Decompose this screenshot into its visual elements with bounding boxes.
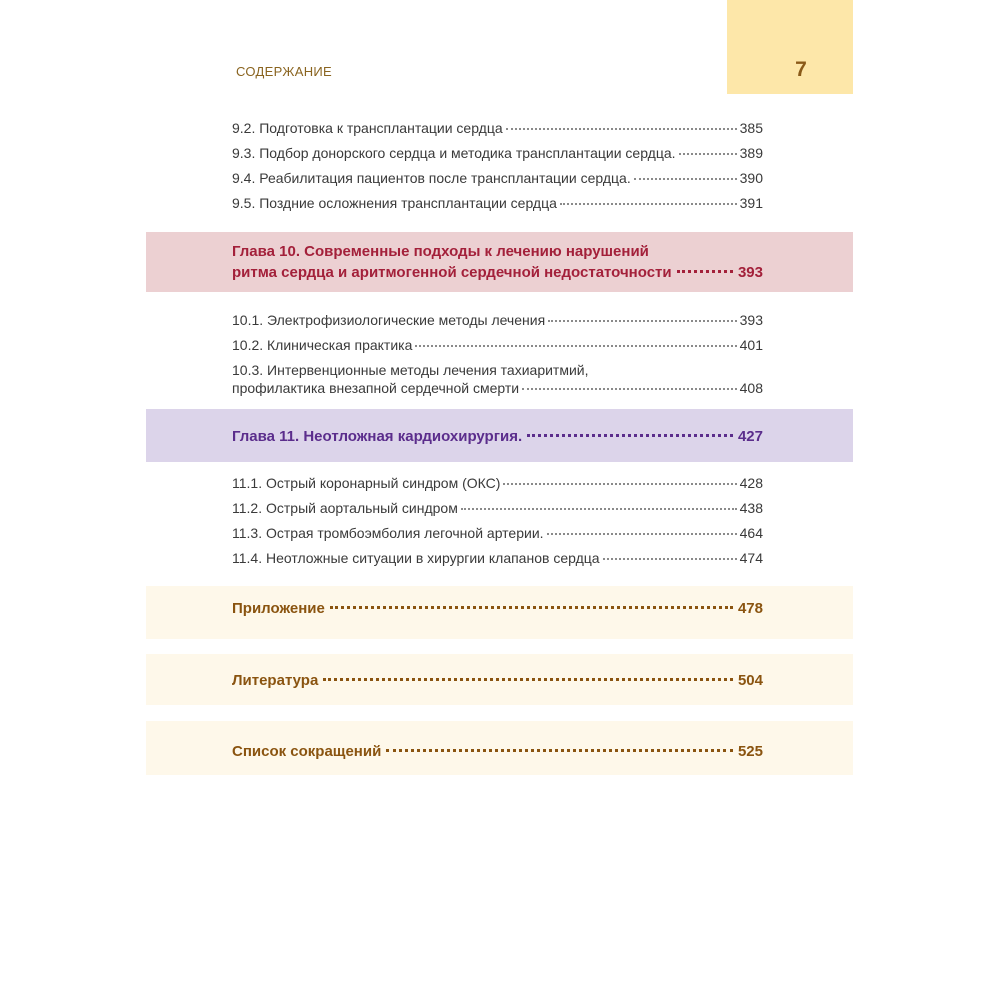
appendix-page: 478 [737, 600, 763, 617]
toc-entry-page: 401 [739, 337, 763, 353]
dot-leader [330, 606, 733, 609]
toc-entry-page: 464 [739, 525, 763, 541]
toc-entry[interactable] [232, 499, 763, 517]
toc-entry[interactable] [232, 144, 763, 162]
toc-entry-page: 408 [739, 380, 763, 396]
chapter-10-page: 393 [737, 264, 763, 281]
toc-entry-title: 10.1. Электрофизиологические методы лечения [232, 312, 546, 328]
literature-page: 504 [737, 672, 763, 689]
toc-entry-title: 9.3. Подбор донорского сердца и методика трансплантации сердца. [232, 145, 676, 161]
toc-entry-title: 11.2. Острый аортальный синдром [232, 500, 458, 516]
dot-leader [415, 345, 736, 347]
dot-leader [323, 678, 733, 681]
literature-title: Литература [232, 672, 319, 689]
toc-entry-title: 11.1. Острый коронарный синдром (ОКС) [232, 475, 501, 491]
chapter-11-page: 427 [737, 428, 763, 445]
appendix-heading[interactable] [232, 598, 763, 619]
chapter-11-title: Глава 11. Неотложная кардиохирургия. [232, 428, 523, 445]
literature-heading[interactable] [232, 670, 763, 691]
toc-entry[interactable] [232, 361, 763, 397]
toc-entry-title: 9.5. Поздние осложнения трансплантации сердца [232, 195, 557, 211]
toc-entry-page: 385 [739, 120, 763, 136]
toc-entry-page: 391 [739, 195, 763, 211]
dot-leader [386, 749, 733, 752]
toc-entry-page: 389 [739, 145, 763, 161]
toc-entry-page: 438 [739, 500, 763, 516]
abbreviations-title: Список сокращений [232, 743, 382, 760]
toc-entry[interactable] [232, 311, 763, 329]
dot-leader [679, 153, 737, 155]
toc-entry-title: 10.2. Клиническая практика [232, 337, 413, 353]
toc-entry-title: 9.2. Подготовка к трансплантации сердца [232, 120, 503, 136]
page-number: 7 [795, 58, 807, 81]
toc-entry-title-line1: 10.3. Интервенционные методы лечения тахиаритмий, [232, 362, 589, 378]
toc-entry-title-line2: профилактика внезапной сердечной смерти [232, 380, 520, 396]
toc-entry[interactable] [232, 169, 763, 187]
toc-entry-page: 428 [739, 475, 763, 491]
dot-leader [522, 388, 737, 390]
dot-leader [603, 558, 737, 560]
dot-leader [547, 533, 737, 535]
chapter-10-heading[interactable] [232, 241, 763, 283]
running-head: СОДЕРЖАНИЕ [236, 64, 333, 79]
toc-entry-title: 11.4. Неотложные ситуации в хирургии клапанов сердца [232, 550, 600, 566]
chapter-10-title-line1: Глава 10. Современные подходы к лечению нарушений [232, 243, 649, 260]
toc-entry[interactable] [232, 549, 763, 567]
dot-leader [548, 320, 736, 322]
chapter-10-title-line2: ритма сердца и аритмогенной сердечной недостаточности [232, 264, 672, 281]
toc-entry-title: 9.4. Реабилитация пациентов после трансплантации сердца. [232, 170, 631, 186]
toc-entry[interactable] [232, 119, 763, 137]
toc-entry[interactable] [232, 194, 763, 212]
page-number-tab [727, 0, 853, 94]
dot-leader [560, 203, 737, 205]
appendix-title: Приложение [232, 600, 325, 617]
toc-entry[interactable] [232, 524, 763, 542]
chapter-11-heading[interactable] [232, 426, 763, 447]
toc-entry-title: 11.3. Острая тромбоэмболия легочной артерии. [232, 525, 544, 541]
toc-entry-page: 390 [739, 170, 763, 186]
dot-leader [461, 508, 737, 510]
toc-entry[interactable] [232, 474, 763, 492]
abbreviations-heading[interactable] [232, 741, 763, 762]
dot-leader [677, 270, 733, 273]
toc-entry[interactable] [232, 336, 763, 354]
dot-leader [527, 434, 733, 437]
abbreviations-page: 525 [737, 743, 763, 760]
dot-leader [506, 128, 737, 130]
dot-leader [634, 178, 737, 180]
toc-entry-page: 474 [739, 550, 763, 566]
toc-entry-page: 393 [739, 312, 763, 328]
dot-leader [503, 483, 736, 485]
